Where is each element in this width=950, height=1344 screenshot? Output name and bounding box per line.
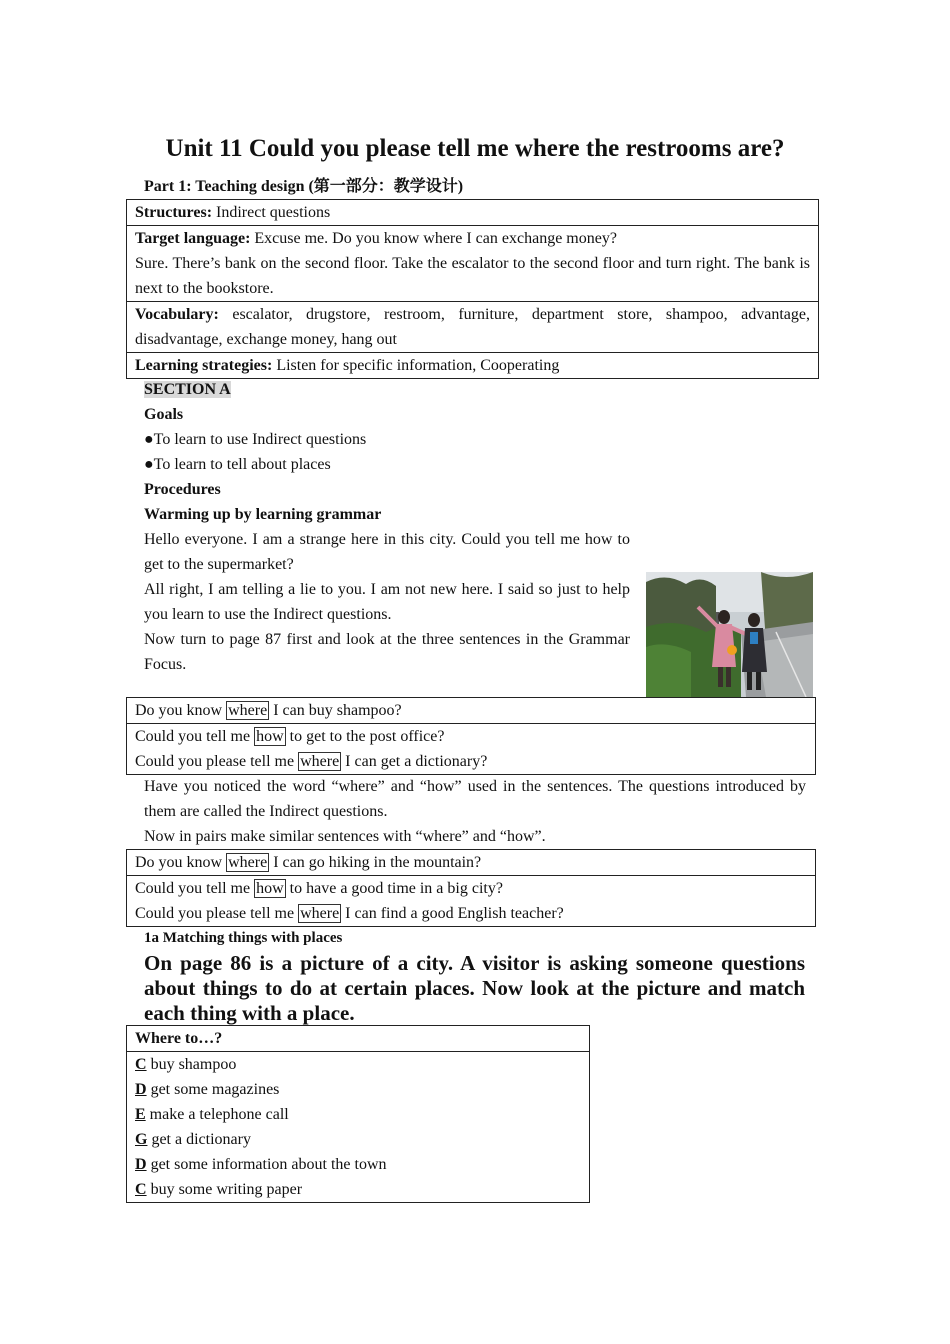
- match-item: [135, 1177, 581, 1202]
- goals-heading: Goals: [144, 406, 184, 423]
- where-to-table: [126, 1025, 590, 1203]
- matching-instruction: On page 86 is a picture of a city. A visitor is asking someone questions about things to do at certain places. Now look at the picture and match each thing with a place.: [144, 951, 805, 1025]
- sentence-end: to have a good time in a big city?: [285, 880, 503, 897]
- target-language-text-1: Excuse me. Do you know where I can exchange money?: [250, 230, 617, 247]
- strategies-text: Listen for specific information, Cooperating: [272, 357, 560, 374]
- answer-letter: G: [135, 1131, 148, 1148]
- street-photo-illustration: [646, 572, 813, 697]
- sentence-end: I can buy shampoo?: [269, 702, 402, 719]
- target-language-label: Target language:: [135, 230, 251, 247]
- grammar-focus-table: [126, 697, 816, 775]
- strategies-label: Learning strategies:: [135, 357, 273, 374]
- noticed-paragraph: Have you noticed the word “where” and “how” used in the sentences. The questions introduced by them are called the Indirect questions.: [144, 778, 806, 820]
- question-word: where: [228, 854, 268, 871]
- match-item: [135, 1052, 581, 1077]
- thing-text: buy shampoo: [146, 1056, 237, 1073]
- sentence-start: Could you please tell me: [135, 905, 299, 922]
- sentence-start: Could you tell me: [135, 728, 255, 745]
- sentence-start: Could you tell me: [135, 880, 255, 897]
- match-item: [135, 1102, 581, 1127]
- sentence-end: I can find a good English teacher?: [341, 905, 564, 922]
- answer-letter: D: [135, 1156, 147, 1173]
- sentence-end: I can go hiking in the mountain?: [269, 854, 482, 871]
- match-item: [135, 1127, 581, 1152]
- target-language-text-2: Sure. There’s bank on the second floor. Take the escalator to the second floor and turn right. The bank is next to the bookstore.: [135, 255, 810, 297]
- thing-text: get some information about the town: [146, 1156, 387, 1173]
- street-photo: [646, 572, 813, 697]
- strategies-row: [127, 353, 819, 379]
- document-title: Unit 11 Could you please tell me where the restrooms are?: [165, 135, 785, 162]
- thing-text: get some magazines: [146, 1081, 280, 1098]
- goal-item: ●To learn to use Indirect questions: [144, 431, 367, 448]
- section-a-heading: SECTION A: [144, 381, 231, 398]
- grammar-row: [127, 698, 816, 724]
- sentence-end: I can get a dictionary?: [341, 753, 488, 770]
- question-word: where: [228, 702, 268, 719]
- question-word: where: [300, 753, 340, 770]
- where-to-header-row: [127, 1026, 590, 1052]
- thing-text: get a dictionary: [147, 1131, 251, 1148]
- practice-sentences-table: [126, 849, 816, 927]
- match-item: [135, 1152, 581, 1177]
- sentence-start: Do you know: [135, 702, 227, 719]
- answer-letter: D: [135, 1081, 147, 1098]
- vocabulary-row: [127, 302, 819, 353]
- answer-letter: C: [135, 1056, 147, 1073]
- structures-text: Indirect questions: [212, 204, 331, 221]
- thing-text: buy some writing paper: [146, 1181, 303, 1198]
- question-word: how: [256, 728, 284, 745]
- practice-row: [127, 850, 816, 876]
- warming-up-heading: Warming up by learning grammar: [144, 506, 382, 523]
- target-language-row: [127, 226, 819, 302]
- question-word: where: [300, 905, 340, 922]
- goal-item: ●To learn to tell about places: [144, 456, 331, 473]
- thing-text: make a telephone call: [145, 1106, 289, 1123]
- warming-paragraph: Now turn to page 87 first and look at the three sentences in the Grammar Focus.: [144, 631, 630, 673]
- part-heading: Part 1: Teaching design (第一部分：教学设计): [144, 178, 464, 195]
- practice-row: [127, 876, 816, 927]
- procedures-heading: Procedures: [144, 481, 221, 498]
- where-to-body-row: [127, 1052, 590, 1203]
- warming-paragraph: All right, I am telling a lie to you. I am not new here. I said so just to help you learn to use the Indirect questions.: [144, 581, 630, 623]
- question-word: how: [256, 880, 284, 897]
- where-to-header: Where to…?: [127, 1026, 590, 1052]
- pairs-instruction: Now in pairs make similar sentences with “where” and “how”.: [144, 828, 546, 845]
- sentence-start: Do you know: [135, 854, 227, 871]
- answer-letter: E: [135, 1106, 146, 1123]
- structures-row: [127, 200, 819, 226]
- teaching-design-table: [126, 199, 819, 379]
- vocabulary-text: escalator, drugstore, restroom, furniture, department store, shampoo, advantage, disadvantage, exchange money, hang out: [135, 306, 810, 348]
- match-item: [135, 1077, 581, 1102]
- sentence-start: Could you please tell me: [135, 753, 299, 770]
- grammar-row: [127, 724, 816, 775]
- warming-paragraph: Hello everyone. I am a strange here in this city. Could you tell me how to get to the supermarket?: [144, 531, 630, 573]
- vocabulary-label: Vocabulary:: [135, 306, 219, 323]
- answer-letter: C: [135, 1181, 147, 1198]
- sentence-end: to get to the post office?: [285, 728, 445, 745]
- structures-label: Structures:: [135, 204, 213, 221]
- matching-heading: 1a Matching things with places: [144, 930, 343, 946]
